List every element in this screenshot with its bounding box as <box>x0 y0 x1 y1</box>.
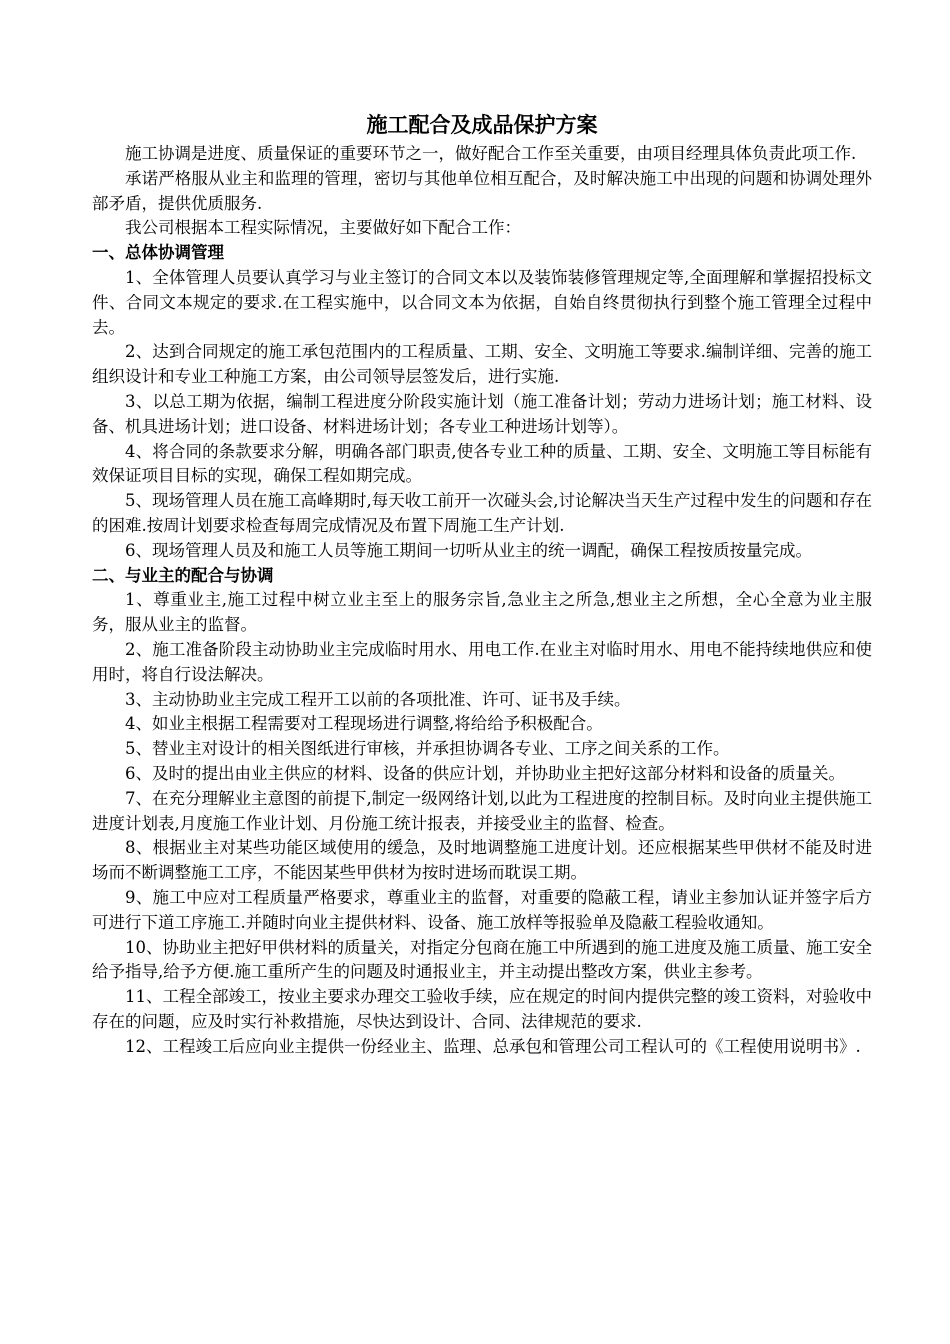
intro-paragraph: 施工协调是进度、质量保证的重要环节之一，做好配合工作至关重要，由项目经理具体负责此项工作. <box>125 144 857 163</box>
section-item: 4、将合同的条款要求分解，明确各部门职责,使各专业工种的质量、工期、安全、文明施工等目标能有效保证项目目标的实现，确保工程如期完成。 <box>92 441 872 486</box>
section-item: 9、施工中应对工程质量严格要求，尊重业主的监督，对重要的隐蔽工程，请业主参加认证并签字后方可进行下道工序施工.并随时向业主提供材料、设备、施工放样等报验单及隐蔽工程验收通知。 <box>92 887 872 932</box>
intro-paragraph: 我公司根据本工程实际情况，主要做好如下配合工作： <box>125 218 521 238</box>
section-overall-coordination <box>92 241 872 563</box>
section-item: 5、现场管理人员在施工高峰期时,每天收工前开一次碰头会,讨论解决当天生产过程中发生的问题和存在的困难.按周计划要求检查每周完成情况及布置下周施工生产计划. <box>92 491 872 535</box>
section-heading: 一、总体协调管理 <box>92 243 224 263</box>
section-item: 7、在充分理解业主意图的前提下,制定一级网络计划,以此为工程进度的控制目标。及时向业主提供施工进度计划表,月度施工作业计划、月份施工统计报表，并接受业主的监督、检查。 <box>92 788 872 833</box>
intro-paragraph: 承诺严格服从业主和监理的管理，密切与其他单位相互配合，及时解决施工中出现的问题和协调处理外部矛盾，提供优质服务. <box>92 168 872 213</box>
section-item: 3、以总工期为依据，编制工程进度分阶段实施计划（施工准备计划；劳动力进场计划；施工材料、设备、机具进场计划；进口设备、材料进场计划；各专业工种进场计划等）。 <box>92 391 872 436</box>
section-item: 11、工程全部竣工，按业主要求办理交工验收手续，应在规定的时间内提供完整的竣工资料，对验收中存在的问题，应及时实行补救措施，尽快达到设计、合同、法律规范的要求. <box>92 987 872 1031</box>
section-heading: 二、与业主的配合与协调 <box>92 565 274 585</box>
section-item: 1、全体管理人员要认真学习与业主签订的合同文本以及装饰装修管理规定等,全面理解和掌握招投标文件、合同文本规定的要求.在工程实施中，以合同文本为依据，自始自终贯彻执行到整个施工管理全过程中去。 <box>92 267 872 337</box>
section-item: 6、现场管理人员及和施工人员等施工期间一切听从业主的统一调配，确保工程按质按量完成。 <box>125 540 812 560</box>
section-item: 5、替业主对设计的相关图纸进行审核，并承担协调各专业、工序之间关系的工作。 <box>125 739 730 759</box>
section-item: 10、协助业主把好甲供材料的质量关，对指定分包商在施工中所遇到的施工进度及施工质量、施工安全给予指导,给予方便.施工重所产生的问题及时通报业主，并主动提出整改方案，供业主参考。 <box>92 937 872 982</box>
section-item: 4、如业主根据工程需要对工程现场进行调整,将给给予积极配合。 <box>125 714 603 734</box>
section-item: 8、根据业主对某些功能区域使用的缓急，及时地调整施工进度计划。还应根据某些甲供材不能及时进场而不断调整施工工序，不能因某些甲供材为按时进场而耽误工期。 <box>92 838 872 883</box>
section-item: 1、尊重业主,施工过程中树立业主至上的服务宗旨,急业主之所急,想业主之所想，全心全意为业主服务，服从业主的监督。 <box>92 590 872 635</box>
section-item: 6、及时的提出由业主供应的材料、设备的供应计划，并协助业主把好这部分材料和设备的质量关。 <box>125 763 845 783</box>
section-item: 3、主动协助业主完成工程开工以前的各项批准、许可、证书及手续。 <box>125 689 631 709</box>
section-item: 2、达到合同规定的施工承包范围内的工程质量、工期、安全、文明施工等要求.编制详细、完善的施工组织设计和专业工种施工方案，由公司领导层签发后，进行实施. <box>92 342 872 387</box>
document-page <box>92 108 872 1059</box>
section-owner-coordination <box>92 564 872 1060</box>
section-item: 12、工程竣工后应向业主提供一份经业主、监理、总承包和管理公司工程认可的《工程使用说明书》. <box>125 1036 861 1056</box>
section-item: 2、施工准备阶段主动协助业主完成临时用水、用电工作.在业主对临时用水、用电不能持续地供应和使用时，将自行设法解决。 <box>92 639 872 684</box>
document-title: 施工配合及成品保护方案 <box>366 112 598 137</box>
